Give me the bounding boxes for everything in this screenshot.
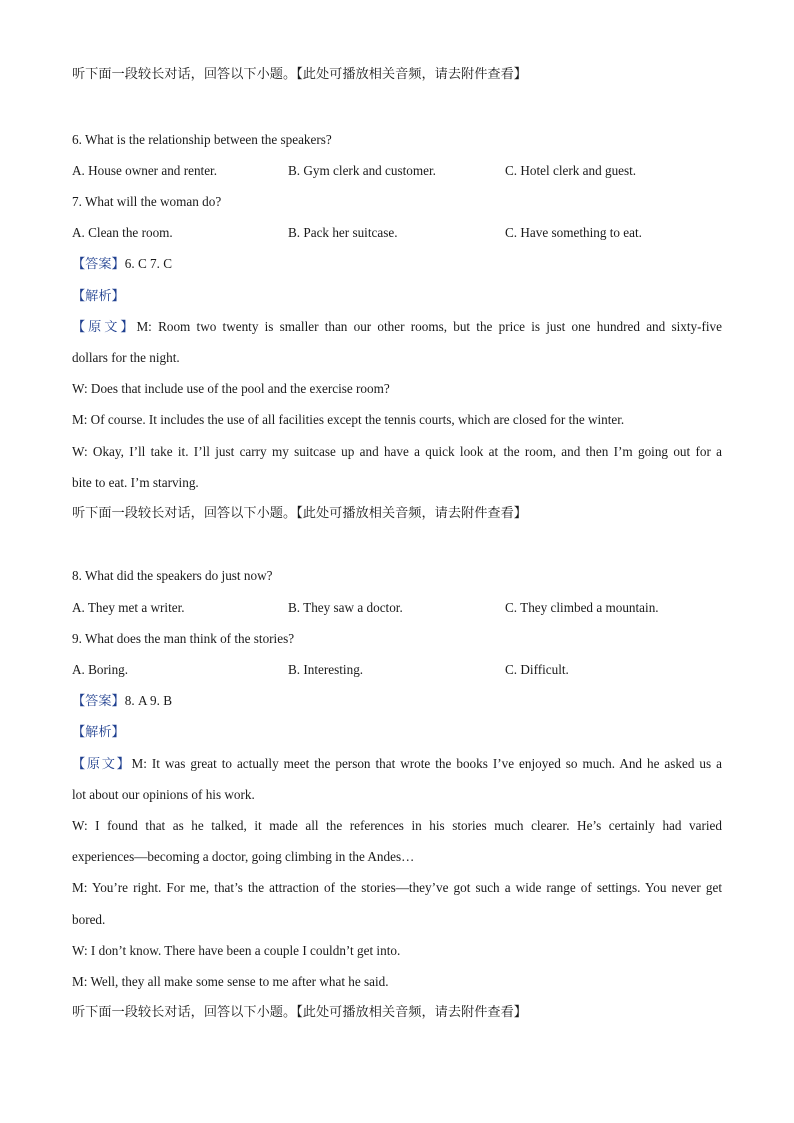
q8-option-b: B. They saw a doctor.	[288, 600, 403, 615]
answer-value: 6. C 7. C	[124, 256, 173, 271]
q7-option-b: B. Pack her suitcase.	[288, 225, 398, 240]
q6-option-c: C. Hotel clerk and guest.	[505, 163, 637, 178]
original-tag: 【原文】	[72, 320, 137, 335]
original-tag: 【原文】	[72, 757, 132, 772]
listening-instruction: 听下面一段较长对话，回答以下小题。【此处可播放相关音频，请去附件查看】	[72, 506, 527, 521]
listening-instruction: 听下面一段较长对话，回答以下小题。【此处可播放相关音频，请去附件查看】	[72, 1005, 527, 1020]
transcript-line: 【原文】M: Room two twenty is smaller than our other rooms, but the price is just one hundred and sixty-five	[72, 319, 722, 335]
transcript-line: W: Does that include use of the pool and the exercise room?	[72, 381, 390, 396]
q7-option-a: A. Clean the room.	[72, 225, 173, 240]
transcript-line: bite to eat. I’m starving.	[72, 475, 199, 490]
transcript-line: lot about our opinions of his work.	[72, 787, 255, 802]
analysis-line	[72, 287, 125, 306]
question-9: 9. What does the man think of the stories?	[72, 631, 295, 646]
q6-option-b: B. Gym clerk and customer.	[288, 163, 436, 178]
transcript-line: M: Well, they all make some sense to me after what he said.	[72, 974, 389, 989]
analysis-line	[72, 723, 125, 742]
q9-option-c: C. Difficult.	[505, 662, 569, 677]
transcript-line: experiences—becoming a doctor, going climbing in the Andes…	[72, 849, 415, 864]
question-6: 6. What is the relationship between the speakers?	[72, 132, 332, 147]
question-8: 8. What did the speakers do just now?	[72, 568, 273, 583]
answer-line	[72, 692, 172, 711]
q8-option-a: A. They met a writer.	[72, 600, 185, 615]
transcript-line: dollars for the night.	[72, 350, 180, 365]
q6-option-a: A. House owner and renter.	[72, 163, 218, 178]
transcript-line: W: I found that as he talked, it made all the references in his stories much clearer. He’s certainly had varied	[72, 818, 722, 833]
q7-option-c: C. Have something to eat.	[505, 225, 642, 240]
transcript-line: M: You’re right. For me, that’s the attraction of the stories—they’ve got such a wide range of settings. You never get	[72, 880, 722, 895]
answer-value: 8. A 9. B	[124, 693, 173, 708]
answer-tag: 【答案】	[72, 694, 125, 709]
question-7: 7. What will the woman do?	[72, 194, 222, 209]
answer-tag: 【答案】	[72, 257, 125, 272]
q9-option-a: A. Boring.	[72, 662, 129, 677]
answer-line	[72, 255, 172, 274]
transcript-line: 【原文】M: It was great to actually meet the person that wrote the books I’ve enjoyed so much. And he asked us a	[72, 756, 722, 772]
transcript-line: W: Okay, I’ll take it. I’ll just carry my suitcase up and have a quick look at the room, and then I’m going out for a	[72, 444, 722, 459]
listening-instruction: 听下面一段较长对话，回答以下小题。【此处可播放相关音频，请去附件查看】	[72, 67, 527, 82]
q9-option-b: B. Interesting.	[288, 662, 364, 677]
analysis-tag: 【解析】	[72, 725, 125, 740]
transcript-line: bored.	[72, 912, 106, 927]
analysis-tag: 【解析】	[72, 289, 125, 304]
q8-option-c: C. They climbed a mountain.	[505, 600, 659, 615]
transcript-line: M: Of course. It includes the use of all facilities except the tennis courts, which are closed for the winter.	[72, 412, 625, 427]
transcript-line: W: I don’t know. There have been a couple I couldn’t get into.	[72, 943, 401, 958]
